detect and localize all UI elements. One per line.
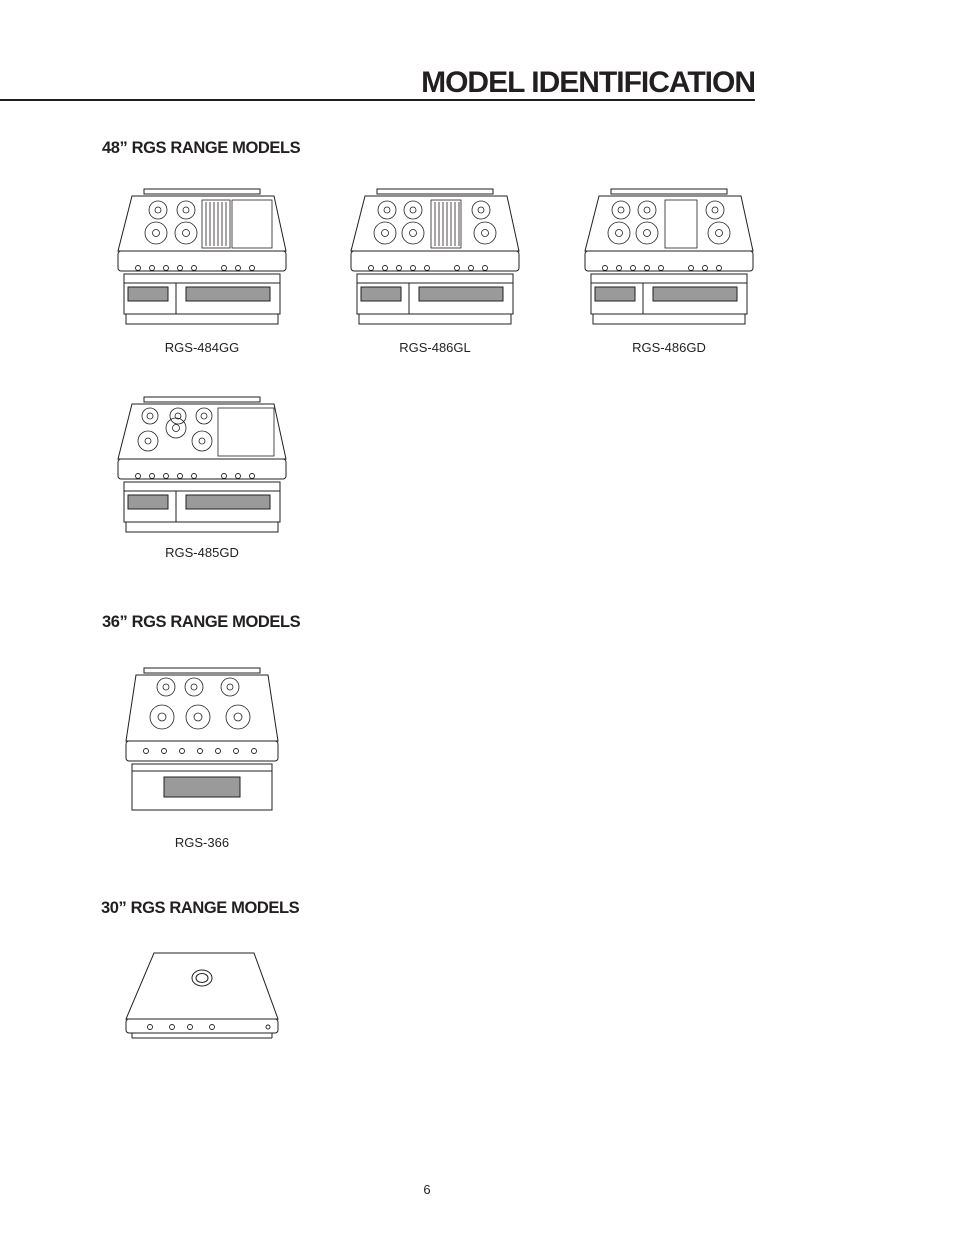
range-illustration-rgs-486gl (347, 186, 523, 328)
range-illustration-rgs-485gd (114, 394, 290, 536)
page-title: MODEL IDENTIFICATION (421, 66, 755, 99)
model-caption: RGS-366 (174, 835, 230, 850)
model-caption: RGS-486GD (632, 340, 706, 355)
model-caption: RGS-484GG (164, 340, 240, 355)
section-heading-36: 36” RGS RANGE MODELS (102, 613, 301, 631)
section-heading-30: 30” RGS RANGE MODELS (101, 899, 300, 917)
section-heading-48: 48” RGS RANGE MODELS (102, 139, 301, 157)
range-illustration-rgs-366 (122, 665, 282, 817)
range-illustration-rgs-486gd (581, 186, 757, 328)
range-illustration-rgs-484gg (114, 186, 290, 328)
model-caption: RGS-486GL (399, 340, 471, 355)
page-number: 6 (423, 1182, 431, 1197)
range-illustration-30-inch (122, 951, 282, 1041)
model-caption: RGS-485GD (165, 545, 239, 560)
